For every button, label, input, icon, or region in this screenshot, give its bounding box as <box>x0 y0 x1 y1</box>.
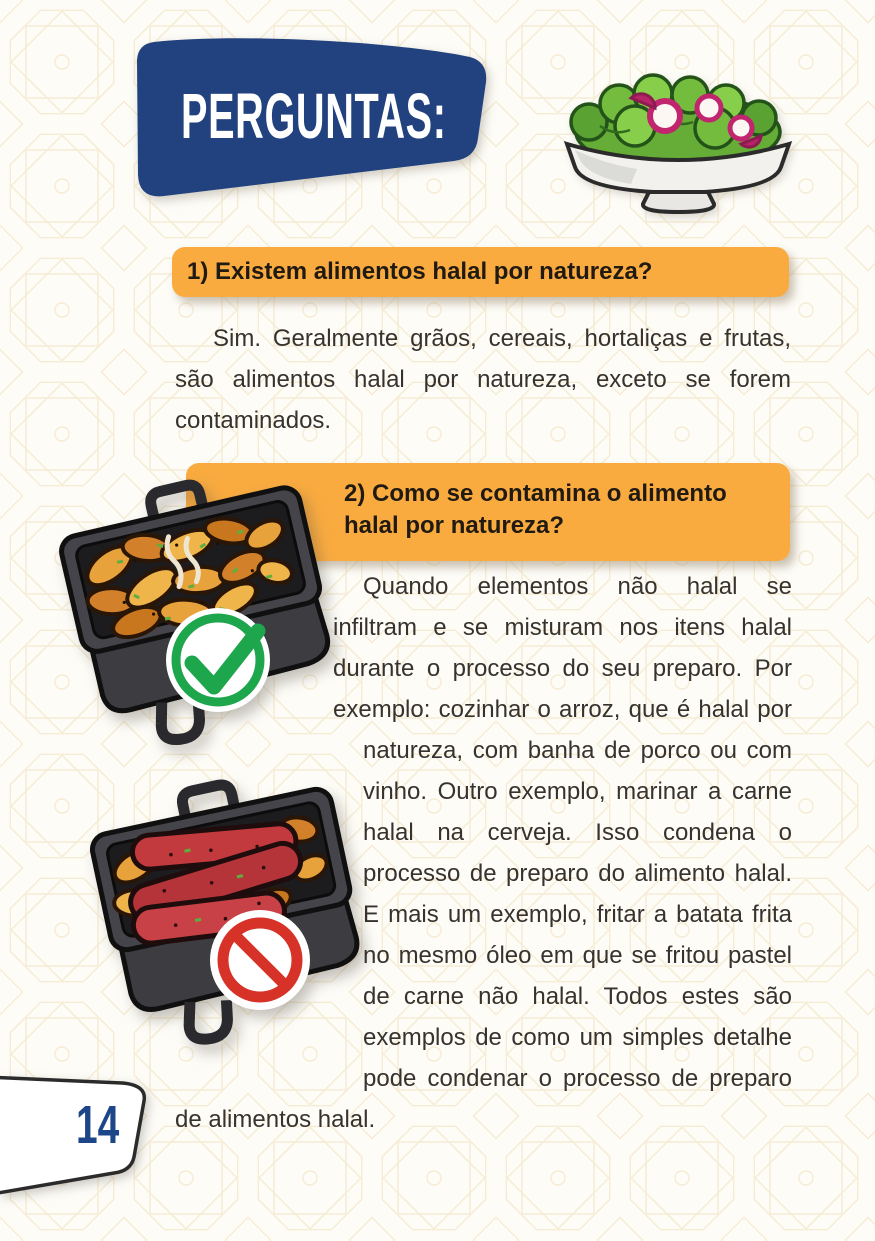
answer-2-content: Quando elementos não halal se infiltram e se misturam nos itens halal durante o processo do seu preparo. Por exemplo: cozinhar o arroz, que é halal por natureza, com banha de porco ou com vinho. Outro exemplo, marinar a carne halal na cerveja. Isso condena o processo de preparo do alimento halal. E mais um exemplo, fritar a batata frita no mesmo óleo em que se fritou pastel de carne não halal. Todos estes são exemplos de como um simples detalhe pode condenar o processo de preparo de alimentos halal. <box>175 573 792 1133</box>
pan2-text-wrap-spacer <box>175 732 363 1066</box>
answer-1-text: Sim. Geralmente grãos, cereais, hortaliças e frutas, são alimentos halal por natureza, exceto se forem contaminados. <box>175 325 791 434</box>
salad-bowl-illustration <box>545 66 813 218</box>
question-1-banner <box>172 247 789 297</box>
answer-2-text <box>175 566 792 1140</box>
page-number: 14 <box>76 1095 120 1155</box>
question-2-label: 2) Como se contamina o alimento halal por natureza? <box>344 480 727 539</box>
question-1-label: 1) Existem alimentos halal por natureza? <box>187 258 653 285</box>
pan1-text-wrap-spacer <box>175 566 333 732</box>
page-title: PERGUNTAS: <box>181 80 447 152</box>
